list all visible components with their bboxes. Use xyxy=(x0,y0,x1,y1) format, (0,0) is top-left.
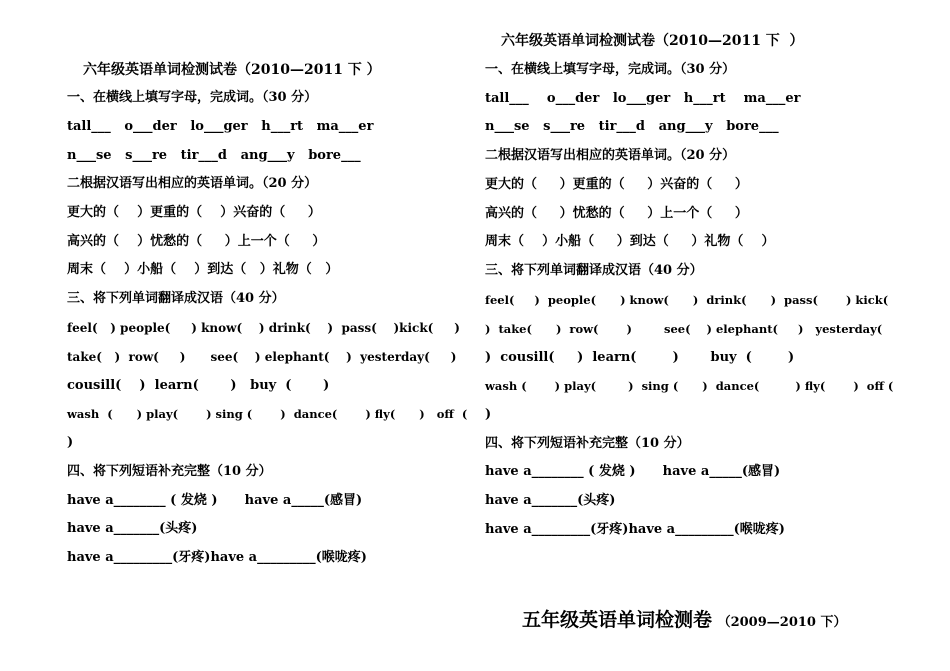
right-section4-row3: have a_________(牙疼)have a_________(喉咙疼) xyxy=(485,522,785,537)
left-section2-row2: 高兴的（ ）忧愁的（ ）上一个（ ） xyxy=(67,234,326,249)
left-section4-row2: have a_______(头疼) xyxy=(67,521,198,536)
right-section1-row2: n___se s___re tir___d ang___y bore___ xyxy=(485,119,779,134)
left-section2-row3: 周末（ ）小船（ ）到达（ ）礼物（ ） xyxy=(67,262,339,277)
left-section4-row1: have a________ ( 发烧 ) have a_____(感冒) xyxy=(67,493,363,508)
right-section3-row1: feel( ) people( ) know( ) drink( ) pass( ) kick( xyxy=(485,293,889,307)
right-section4-row2: have a_______(头疼) xyxy=(485,493,616,508)
right-section3-heading: 三、将下列单词翻译成汉语（40 分） xyxy=(485,263,703,278)
left-section3-row4: wash ( ) play( ) sing ( ) dance( ) fly( ) off ( xyxy=(67,407,468,421)
left-section4-row3: have a_________(牙疼)have a_________(喉咙疼) xyxy=(67,550,367,565)
right-section3-row3: ) cousill( ) learn( ) buy ( ) xyxy=(485,350,795,365)
grade5-exam-year: （2009—2010 下） xyxy=(717,615,847,630)
left-section1-row2: n___se s___re tir___d ang___y bore___ xyxy=(67,148,361,163)
right-section2-row3: 周末（ ）小船（ ）到达（ ）礼物（ ） xyxy=(485,234,775,249)
right-section2-heading: 二根据汉语写出相应的英语单词。（20 分） xyxy=(485,148,736,163)
right-section2-row1: 更大的（ ）更重的（ ）兴奋的（ ） xyxy=(485,177,748,192)
right-exam-title: 六年级英语单词检测试卷（2010—2011 下 ） xyxy=(501,33,804,49)
right-section4-heading: 四、将下列短语补充完整（10 分） xyxy=(485,436,690,451)
left-section1-heading: 一、在横线上填写字母，完成词。（30 分） xyxy=(67,90,318,105)
grade5-exam-title: 五年级英语单词检测卷 xyxy=(522,609,713,631)
left-section4-heading: 四、将下列短语补充完整（10 分） xyxy=(67,464,272,479)
right-section4-row1: have a________ ( 发烧 ) have a_____(感冒) xyxy=(485,464,781,479)
grade5-exam-heading xyxy=(522,605,846,632)
left-section3-row5: ) xyxy=(67,435,74,450)
right-section1-row1: tall___ o___der lo___ger h___rt ma___er xyxy=(485,91,801,106)
left-section2-row1: 更大的（ ）更重的（ ）兴奋的（ ） xyxy=(67,205,321,220)
right-section3-row5: ) xyxy=(485,407,492,422)
right-section3-row2: ) take( ) row( ) see( ) elephant( ) yesterday( xyxy=(485,322,883,336)
left-section1-row1: tall___ o___der lo___ger h___rt ma___er xyxy=(67,119,374,134)
left-section2-heading: 二根据汉语写出相应的英语单词。（20 分） xyxy=(67,176,318,191)
left-section3-heading: 三、将下列单词翻译成汉语（40 分） xyxy=(67,291,285,306)
left-section3-row1: feel( ) people( ) know( ) drink( ) pass( )kick( ) xyxy=(67,321,460,335)
left-section3-row2: take( ) row( ) see( ) elephant( ) yesterday( ) xyxy=(67,350,457,364)
right-section2-row2: 高兴的（ ）忧愁的（ ）上一个（ ） xyxy=(485,206,748,221)
left-section3-row3: cousill( ) learn( ) buy ( ) xyxy=(67,378,330,393)
right-section3-row4: wash ( ) play( ) sing ( ) dance( ) fly( ) off ( xyxy=(485,379,894,393)
right-section1-heading: 一、在横线上填写字母，完成词。（30 分） xyxy=(485,62,736,77)
left-exam-title: 六年级英语单词检测试卷（2010—2011 下 ） xyxy=(83,62,381,78)
